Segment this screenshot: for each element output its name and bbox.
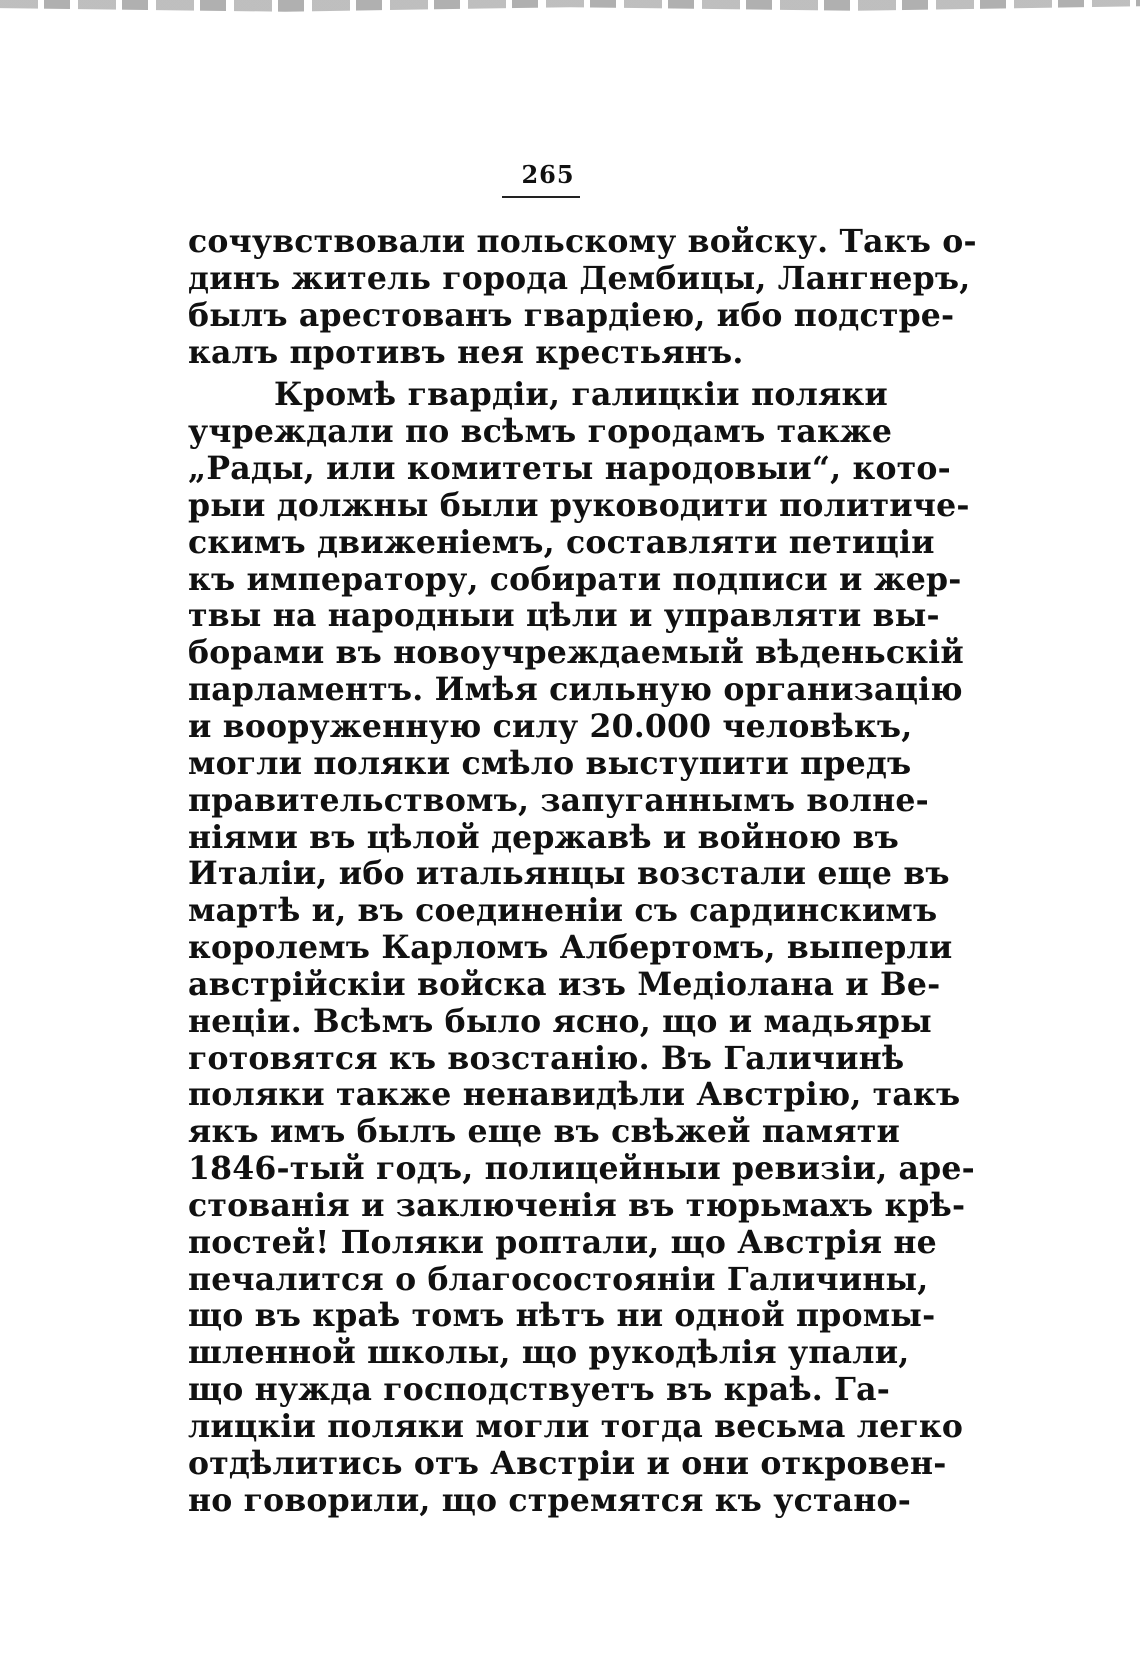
page-number-rule xyxy=(502,196,580,198)
text-line: но говорили, що стремятся къ устано- xyxy=(188,1481,912,1519)
text-line: борами въ новоучреждаемый вѣденьскій xyxy=(188,634,964,672)
text-line: отдѣлитись отъ Австріи и они откровен- xyxy=(188,1444,947,1482)
text-line: шленной школы, що рукодѣлія упали, xyxy=(188,1334,910,1372)
text-line: и вооруженную силу 20.000 человѣкъ, xyxy=(188,707,913,745)
body-text xyxy=(188,223,977,1520)
text-line: австрійскіи войска изъ Медіолана и Ве- xyxy=(188,965,941,1003)
text-line: якъ имъ былъ еще въ свѣжей памяти xyxy=(188,1113,901,1151)
text-line: неціи. Всѣмъ было ясно, що и мадьяры xyxy=(188,1002,932,1040)
text-line: лицкіи поляки могли тогда весьма легко xyxy=(188,1408,964,1445)
paragraph-2 xyxy=(188,376,975,1519)
text-line: былъ арестованъ гвардіею, ибо подстре- xyxy=(188,296,955,334)
text-line: могли поляки смѣло выступити предъ xyxy=(188,744,912,782)
text-line: рыи должны были руководити политиче- xyxy=(188,486,970,524)
text-line: къ императору, собирати подписи и жер- xyxy=(188,560,962,598)
text-line: що нужда господствуетъ въ краѣ. Га- xyxy=(188,1371,890,1409)
text-line: постей! Поляки роптали, що Австрія не xyxy=(188,1223,937,1261)
text-line: ніями въ цѣлой державѣ и войною въ xyxy=(188,818,900,856)
text-line: 1846-тый годъ, полицейныи ревизіи, аре- xyxy=(188,1150,975,1188)
text-line: мартѣ и, въ соединеніи съ сардинскимъ xyxy=(188,892,938,930)
scan-top-edge xyxy=(0,0,1140,18)
text-line: правительствомъ, запуганнымъ волне- xyxy=(188,781,929,819)
text-line: калъ противъ нея крестьянъ. xyxy=(188,333,744,371)
page-number: 265 xyxy=(521,160,575,189)
text-line: печалится о благосостояніи Галичины, xyxy=(188,1260,929,1298)
text-line: динъ житель города Дембицы, Лангнеръ, xyxy=(188,259,971,297)
paragraph-1 xyxy=(188,223,977,371)
text-line: сочувствовали польскому войску. Такъ о- xyxy=(188,223,977,260)
text-line: поляки также ненавидѣли Австрію, такъ xyxy=(188,1076,961,1114)
text-line: парламентъ. Имѣя сильную организацію xyxy=(188,671,963,709)
text-line: Италіи, ибо итальянцы возстали еще въ xyxy=(188,855,950,893)
text-line: що въ краѣ томъ нѣтъ ни одной промы- xyxy=(188,1297,936,1335)
text-line: королемъ Карломъ Албертомъ, выперли xyxy=(188,929,953,967)
text-line: „Рады, или комитеты народовыи“, кото- xyxy=(188,450,951,488)
text-line: готовятся къ возстанію. Въ Галичинѣ xyxy=(188,1039,905,1077)
text-line: Кромѣ гвардіи, галицкіи поляки xyxy=(274,376,888,414)
text-line: твы на народныи цѣли и управляти вы- xyxy=(188,597,940,635)
text-line: стованія и заключенія въ тюрьмахъ крѣ- xyxy=(188,1186,966,1224)
text-line: скимъ движеніемъ, составляти петиціи xyxy=(188,523,935,561)
text-line: учреждали по всѣмъ городамъ также xyxy=(188,413,893,451)
